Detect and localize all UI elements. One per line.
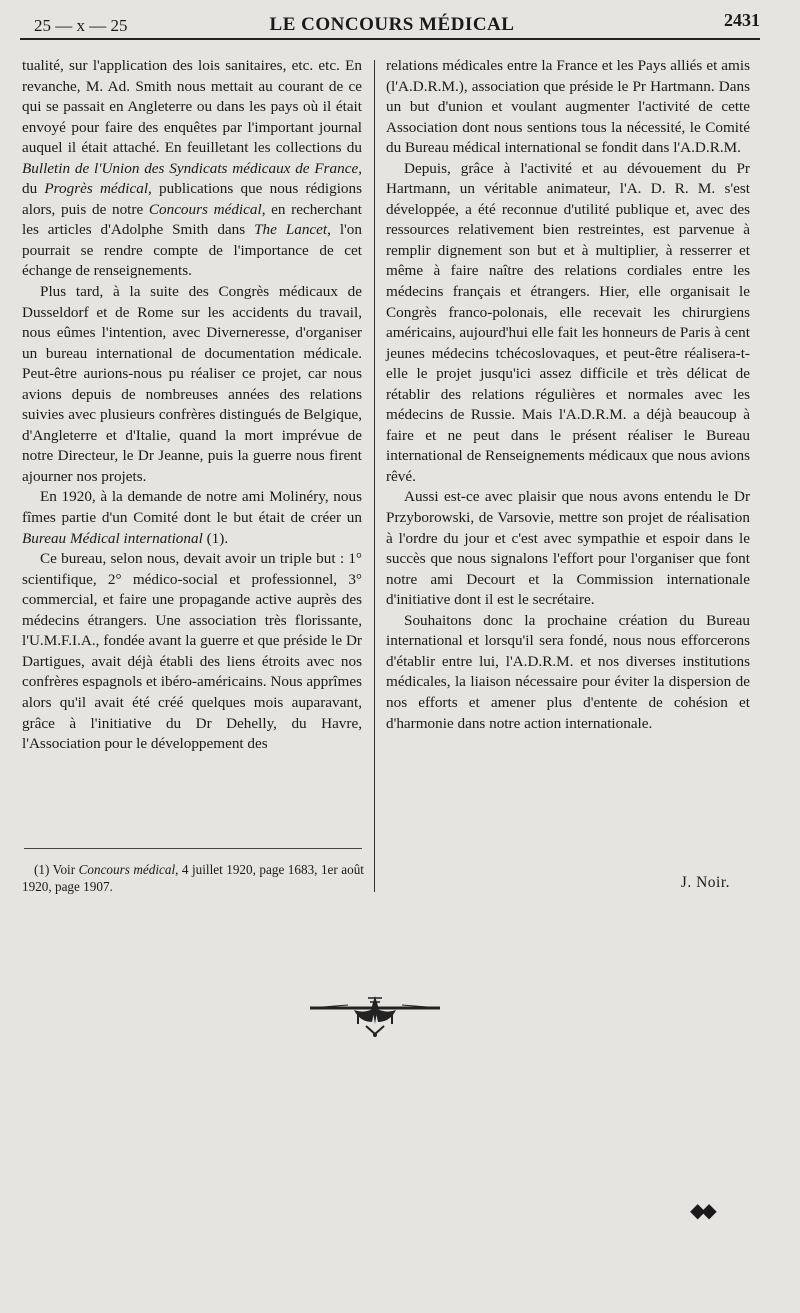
end-mark-icon: ◆◆ [690,1200,713,1222]
ornament-icon [308,994,442,1038]
right-column [386,56,750,734]
journal-title: LE CONCOURS MÉDICAL [269,14,515,35]
author-signature: J. Noir. [680,874,730,891]
right-paragraph-2: Depuis, grâce à l'activité et au dévouement du Pr Hartmann, un véritable animateur, l'A. D. R. M. s'est développée, a été reconnue d'utilité publique et, avec des ressources relativement bien restreintes, est parvenue à remplir dignement son but et à multiplier, à resserrer et même à faire naître des relations cordiales entre les médecins français et étrangers. Hier, elle organisait le Congrès franco-polonais, elle recevait les chirurgiens américains, aujourd'hui elle fait les honneurs de Paris à cent jeunes médecins tchécoslovaques, et peut-être réalisera-t-elle le projet jusqu'ici assez difficile et très délicat de rétablir des relations régulières et normales avec les médecins de Russie. Mais l'A.D.R.M. a déjà beaucoup à faire et ne peut dans le présent réaliser le Bureau international de Renseignements médicaux que nous avions rêvé. [386,159,750,485]
left-paragraph-3: En 1920, à la demande de notre ami Molinéry, nous fîmes partie d'un Comité dont le but était de créer un Bureau Médical international (1). [22,488,362,547]
page-header [24,6,760,40]
left-paragraph-1: tualité, sur l'application des lois sanitaires, etc. etc. En revanche, M. Ad. Smith nous mettait au courant de ce qui se passait en Angleterre ou dans les pays où il était envoyé pour faire des enquêtes par l'important journal auquel il était attaché. En feuilletant les collections du Bulletin de l'Union des Syndicats médicaux de France, du Progrès médical, publications que nous rédigions alors, puis de notre Concours médical, en recherchant les articles d'Adolphe Smith dans The Lancet, l'on pourrait se rendre compte de l'importance de cet échange de renseignements. [22,57,363,280]
left-column [22,56,362,755]
footnote-text: (1) Voir Concours médical, 4 juillet 1920, page 1683, 1er août 1920, page 1907. [22,862,364,894]
right-paragraph-1: relations médicales entre la France et les Pays alliés et amis (l'A.D.R.M.), association que préside le Pr Hartmann. Dans un but d'union et voulant augmenter l'activité de cette Association dont nous sentions tous la nécessité, le Comité du Bureau médical international se fondit dans l'A.D.R.M. [386,57,750,157]
header-date: 25 — x — 25 [34,16,128,35]
right-paragraph-3: Aussi est-ce avec plaisir que nous avons entendu le Dr Przyborowski, de Varsovie, mettre son projet de réalisation à l'ordre du jour et c'est avec sympathie et espoir dans le succès que nous signalons l'effort pour l'organiser que font notre ami Decourt et la Commission internationale d'initiative dont il est le secrétaire. [386,488,750,609]
header-rule [20,38,760,40]
page-number: 2431 [724,10,760,30]
footnote-rule [24,848,362,849]
column-divider [374,60,375,892]
left-paragraph-4: Ce bureau, selon nous, devait avoir un triple but : 1° scientifique, 2° médico-social et professionnel, 3° commercial, et faire une propagande active auprès des médecins étrangers. Une association très florissante, l'U.M.F.I.A., fondée avant la guerre et que préside le Dr Dartigues, avait déjà établi des liens étroits avec nos confrères espagnols et ibéro-américains. Nous apprîmes alors qu'il avait été créé quelques mois auparavant, grâce à l'initiative du Dr Dehelly, du Havre, l'Association pour le développement des [22,550,362,753]
footnote [22,862,364,895]
left-paragraph-2: Plus tard, à la suite des Congrès médicaux de Dusseldorf et de Rome sur les accidents du travail, nous eûmes l'intention, avec Diverneresse, d'organiser un bureau international de documentation médicale. Peut-être aurions-nous pu réaliser ce projet, car nous avions depuis de nombreuses années des relations suivies avec plusieurs confrères distingués de Belgique, d'Angleterre et d'Italie, quand la mort imprévue de notre Directeur, le Dr Jeanne, puis la guerre nous firent ajourner nos projets. [22,283,362,485]
right-paragraph-4: Souhaitons donc la prochaine création du Bureau international et lorsqu'il sera fondé, nous nous efforcerons d'établir entre lui, l'A.D.R.M. et nos diverses institutions médicales, la liaison nécessaire pour éviter la dispersion de nos efforts et amener plus d'entente de cohésion et d'harmonie dans notre action internationale. [386,611,750,732]
